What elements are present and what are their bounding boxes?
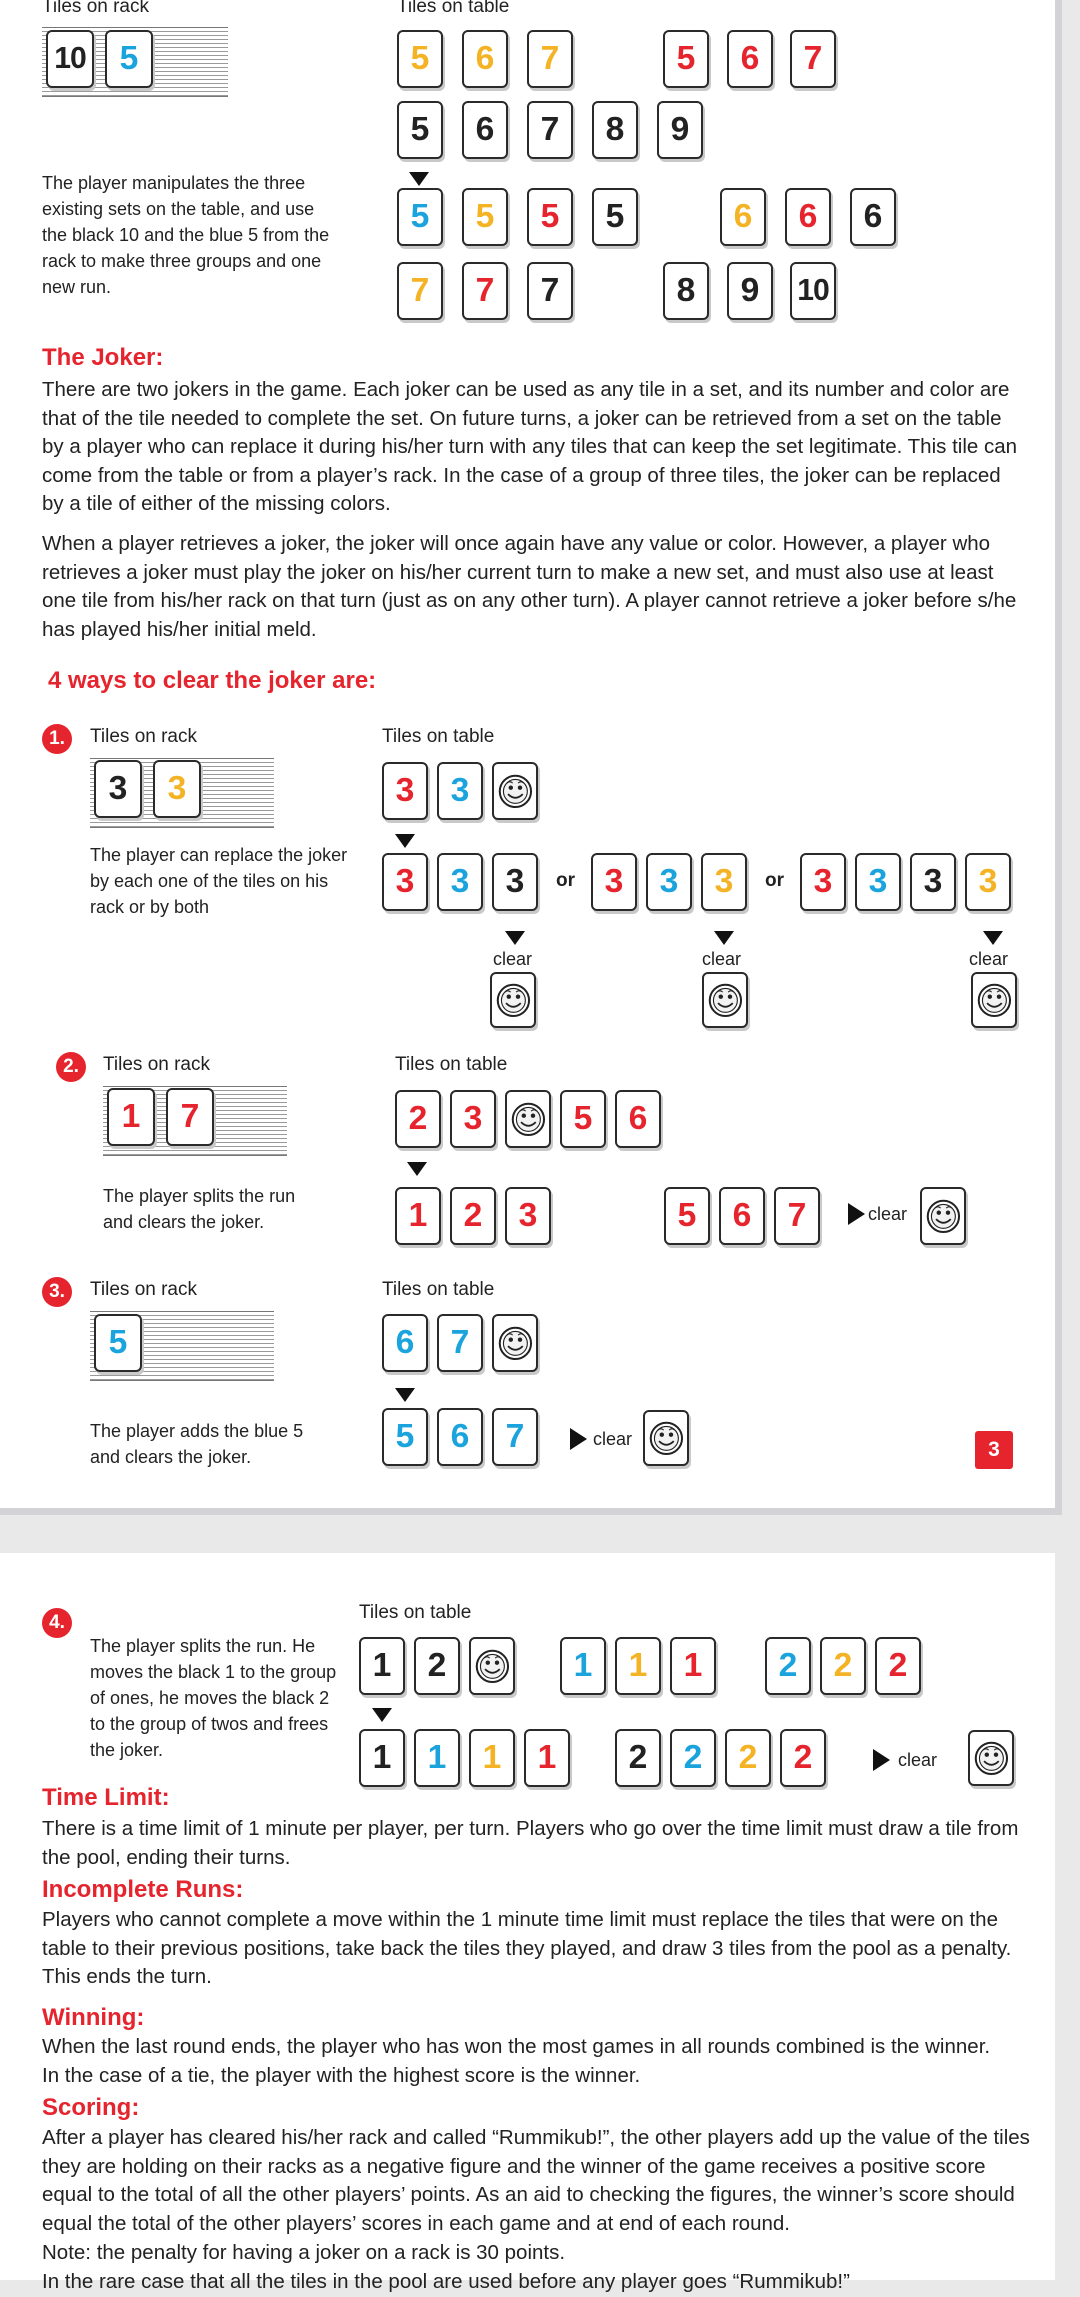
time-limit-heading: Time Limit: [42,1784,170,1811]
example-2-number: 2. [56,1052,86,1082]
rack-tile: 7 [166,1088,214,1146]
ex2-clear: clear [868,1204,908,1224]
example-3-number: 3. [42,1277,72,1307]
joker-tile-icon [920,1187,966,1245]
table-tile: 10 [790,262,836,320]
rack-tile: 10 [46,30,94,88]
ex1-arrow-a [505,931,525,945]
table-tile: 3 [505,1187,551,1245]
ex1-caption: The player can replace the joker by each one of the tiles on his rack or by both [90,845,348,917]
joker-paragraph-2: When a player retrieves a joker, the joker will once again have any value or color. However, a player who retrieves a joker must play the joker on his/her current turn to make a new set, and must also use at least one tile from his/her rack on that turn (just as on any other turn). A player cannot retrieve a joker before s/he has played his/her initial meld. [42,532,1017,641]
ex3-rack-label: Tiles on rack [90,1279,197,1300]
ways-heading: 4 ways to clear the joker are: [48,667,377,694]
ex3-clear: clear [593,1429,633,1449]
table-tile: 1 [560,1637,606,1695]
winning-heading: Winning: [42,2004,145,2031]
incomplete-text: Players who cannot complete a move within the 1 minute time limit must replace the tiles that were on the table to their previous positions, take back the tiles they played, and draw 3 tiles from the pool as a penalty. This ends the turn. [42,1908,1012,1989]
rack-tile: 5 [105,30,153,88]
joker-paragraph-1: There are two jokers in the game. Each joker can be used as any tile in a set, and its number and color are that of the tile needed to complete the set. On future turns, a joker can be retrieved from a set on the table by a player who can replace it during his/her turn with any tiles that can keep the set legitimate. This tile can come from the table or from a player’s rack. In the case of a group of three tiles, the joker can be replaced by a tile of either of the missing colors. [42,378,1018,516]
ex2-rack-label: Tiles on rack [103,1054,210,1075]
table-tile: 3 [591,853,637,911]
ex4-table-label: Tiles on table [359,1602,472,1623]
ex1-down-arrow [395,834,415,848]
table-tile: 6 [727,30,773,88]
ex4-right-arrow [873,1749,890,1771]
ex1-clear-a: clear [493,949,533,969]
table-tile: 7 [437,1314,483,1372]
ex1-clear-c: clear [969,949,1009,969]
table-tile: 6 [719,1187,765,1245]
table-tile: 3 [800,853,846,911]
table-tile: 6 [720,188,766,246]
winning-line-2: In the case of a tie, the player with the highest score is the winner. [42,2064,641,2087]
table-tile: 2 [765,1637,811,1695]
table-tile: 7 [790,30,836,88]
rack-tile: 5 [94,1314,142,1372]
table-tile: 5 [397,30,443,88]
ex4-clear: clear [898,1750,938,1770]
table-tile: 2 [670,1729,716,1787]
table-tile: 2 [780,1729,826,1787]
ex2-table-label: Tiles on table [395,1054,508,1075]
time-limit-text: There is a time limit of 1 minute per player, per turn. Players who go over the time limit must draw a tile from the pool, ending their turns. [42,1817,1019,1869]
table-tile: 3 [382,853,428,911]
ex3-right-arrow [570,1428,587,1450]
page-number-badge: 3 [975,1431,1013,1469]
table-tile: 6 [462,101,508,159]
joker-tile-icon [702,972,748,1028]
joker-tile-icon [968,1730,1014,1786]
table-tile: 5 [664,1187,710,1245]
joker-tile-icon [469,1637,515,1695]
table-tile: 5 [592,188,638,246]
top-rack-label: Tiles on rack [42,0,149,17]
table-tile: 1 [524,1729,570,1787]
table-tile: 5 [382,1408,428,1466]
ex3-down-arrow [395,1388,415,1402]
ex4-caption: The player splits the run. He moves the black 1 to the group of ones, he moves the black 2 to the group of twos and frees the joker. [90,1636,337,1760]
table-tile: 5 [462,188,508,246]
ex1-rack-label: Tiles on rack [90,726,197,747]
scoring-last-line: In the rare case that all the tiles in the pool are used before any player goes “Rummikub!” [42,2270,850,2293]
table-tile: 2 [875,1637,921,1695]
table-tile: 1 [359,1637,405,1695]
table-tile: 1 [359,1729,405,1787]
table-tile: 5 [560,1090,606,1148]
table-tile: 3 [701,853,747,911]
ex3-table-label: Tiles on table [382,1279,495,1300]
table-tile: 8 [663,262,709,320]
ex1-arrow-b [714,931,734,945]
table-tile: 7 [527,30,573,88]
table-tile: 7 [462,262,508,320]
top-table-label: Tiles on table [397,0,510,17]
ex1-clear-b: clear [702,949,742,969]
ex3-caption: The player adds the blue 5 and clears the joker. [90,1421,304,1467]
table-tile: 7 [527,101,573,159]
table-tile: 3 [492,853,538,911]
rack-tile: 1 [107,1088,155,1146]
joker-tile-icon [492,1314,538,1372]
table-tile: 6 [437,1408,483,1466]
top-caption: The player manipulates the three existing sets on the table, and use the black 10 and the blue 5 from the rack to make three groups and one new run. [42,173,330,297]
table-tile: 1 [670,1637,716,1695]
table-tile: 3 [450,1090,496,1148]
table-tile: 1 [414,1729,460,1787]
ex2-down-arrow [407,1162,427,1176]
table-tile: 7 [492,1408,538,1466]
joker-tile-icon [505,1090,551,1148]
table-tile: 3 [437,762,483,820]
table-tile: 2 [725,1729,771,1787]
ex1-arrow-c [983,931,1003,945]
table-tile: 2 [450,1187,496,1245]
table-tile: 1 [615,1637,661,1695]
top-down-arrow [409,172,429,186]
table-tile: 1 [395,1187,441,1245]
table-tile: 2 [395,1090,441,1148]
ex1-table-label: Tiles on table [382,726,495,747]
table-tile: 7 [527,262,573,320]
table-tile: 5 [397,188,443,246]
scoring-heading: Scoring: [42,2094,140,2121]
table-tile: 6 [850,188,896,246]
table-tile: 3 [437,853,483,911]
table-tile: 6 [785,188,831,246]
example-4-number: 4. [42,1608,72,1638]
page-shadow-right [1055,0,1062,1515]
page-shadow-bottom [0,1508,1060,1515]
table-tile: 3 [646,853,692,911]
ex1-or-1: or [556,870,575,891]
table-tile: 8 [592,101,638,159]
table-tile: 7 [397,262,443,320]
table-tile: 5 [397,101,443,159]
rack-tile: 3 [94,760,142,818]
table-tile: 2 [615,1729,661,1787]
example-1-number: 1. [42,724,72,754]
table-tile: 3 [965,853,1011,911]
table-tile: 2 [820,1637,866,1695]
winning-line-1: When the last round ends, the player who has won the most games in all rounds combined is the winner. [42,2035,991,2058]
table-tile: 7 [774,1187,820,1245]
ex2-right-arrow [848,1203,865,1225]
table-tile: 6 [615,1090,661,1148]
joker-tile-icon [492,762,538,820]
scoring-text: After a player has cleared his/her rack and called “Rummikub!”, the other players add up the value of the tiles they are holding on their racks as a negative figure and the winner of the game receives a positive score equal to the total of all the other players’ points. As an aid to checking the figures, the winner’s score should equal the total of the other players’ scores in each game and at end of each round. [42,2126,1030,2235]
joker-tile-icon [490,972,536,1028]
joker-tile-icon [643,1410,689,1466]
ex4-down-arrow [372,1708,392,1722]
ex2-caption: The player splits the run and clears the joker. [103,1186,296,1232]
table-tile: 6 [462,30,508,88]
scoring-note: Note: the penalty for having a joker on a rack is 30 points. [42,2241,566,2264]
table-tile: 1 [469,1729,515,1787]
table-tile: 3 [855,853,901,911]
incomplete-heading: Incomplete Runs: [42,1876,244,1903]
table-tile: 3 [910,853,956,911]
ex1-or-2: or [765,870,784,891]
table-tile: 5 [663,30,709,88]
table-tile: 6 [382,1314,428,1372]
joker-tile-icon [971,972,1017,1028]
table-tile: 9 [657,101,703,159]
table-tile: 9 [727,262,773,320]
table-tile: 5 [527,188,573,246]
table-tile: 2 [414,1637,460,1695]
joker-heading: The Joker: [42,344,164,371]
rack-tile: 3 [153,760,201,818]
table-tile: 3 [382,762,428,820]
